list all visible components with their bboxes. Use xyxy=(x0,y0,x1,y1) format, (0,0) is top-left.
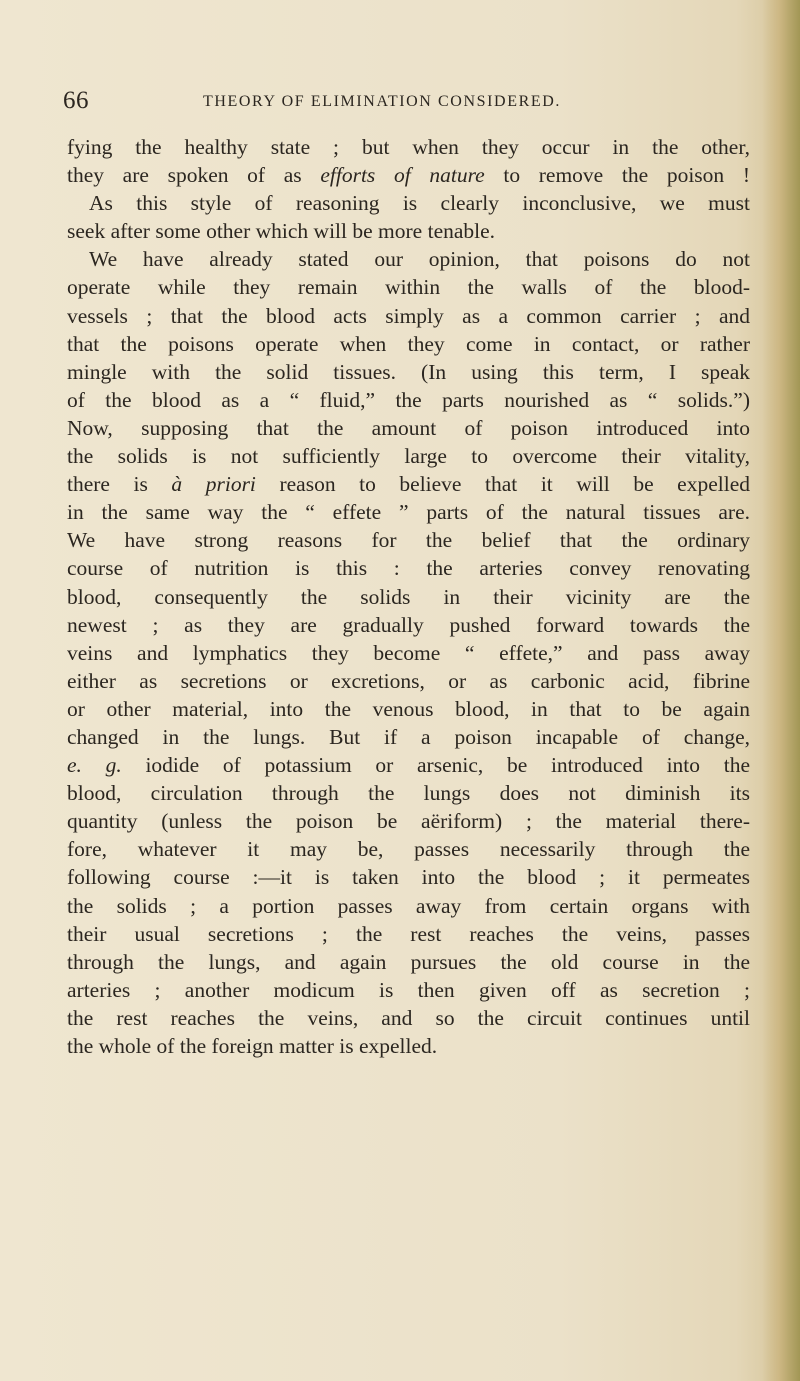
running-head: THEORY OF ELIMINATION CONSIDERED. xyxy=(203,93,561,110)
body-text xyxy=(67,133,750,1060)
text-line: in the same way the “ effete ” parts of the natural tissues are. xyxy=(67,500,750,525)
text-line: mingle with the solid tissues. (In using this term, I speak xyxy=(67,359,750,384)
text-line: or other material, into the venous blood, in that to be again xyxy=(67,696,750,721)
text-line: changed in the lungs. But if a poison incapable of change, xyxy=(67,724,750,749)
page-number: 66 xyxy=(63,87,89,114)
text-line: their usual secretions ; the rest reaches the veins, passes xyxy=(67,921,750,946)
text-line: either as secretions or excretions, or as carbonic acid, fibrine xyxy=(67,668,750,693)
text-line: fore, whatever it may be, passes necessarily through the xyxy=(67,837,750,862)
text-segment: iodide of potassium or arsenic, be introduced into the xyxy=(121,753,750,778)
text-line: following course :—it is taken into the blood ; it permeates xyxy=(67,865,750,890)
page-header xyxy=(63,86,743,116)
text-line: blood, circulation through the lungs does not diminish its xyxy=(67,781,750,806)
text-line xyxy=(67,751,750,779)
text-line: operate while they remain within the walls of the blood- xyxy=(67,275,750,300)
text-line: As this style of reasoning is clearly inconclusive, we must xyxy=(89,191,750,216)
text-line: that the poisons operate when they come in contact, or rather xyxy=(67,331,750,356)
text-line: quantity (unless the poison be aëriform) ; the material there- xyxy=(67,809,750,834)
text-segment: reason to believe that it will be expelled xyxy=(255,472,750,497)
text-line: through the lungs, and again pursues the old course in the xyxy=(67,949,750,974)
text-line: newest ; as they are gradually pushed forward towards the xyxy=(67,612,750,637)
text-line xyxy=(67,161,750,189)
text-line: vessels ; that the blood acts simply as a common carrier ; and xyxy=(67,303,750,328)
text-line: the whole of the foreign matter is expelled. xyxy=(67,1034,438,1058)
text-line: the rest reaches the veins, and so the circuit continues until xyxy=(67,1005,750,1030)
text-line: course of nutrition is this : the arteries convey renovating xyxy=(67,556,750,581)
page-edge-shadow xyxy=(762,0,800,1381)
text-segment: there is xyxy=(67,472,172,497)
text-line: arteries ; another modicum is then given off as secretion ; xyxy=(67,977,750,1002)
text-line: of the blood as a “ fluid,” the parts nourished as “ solids.”) xyxy=(67,387,750,412)
text-line: fying the healthy state ; but when they occur in the other, xyxy=(67,135,750,159)
text-line: blood, consequently the solids in their vicinity are the xyxy=(67,584,750,609)
text-line xyxy=(67,470,750,498)
text-line: veins and lymphatics they become “ effete,” and pass away xyxy=(67,640,750,665)
text-line: We have strong reasons for the belief that the ordinary xyxy=(67,528,750,553)
text-line: the solids is not sufficiently large to overcome their vitality, xyxy=(67,444,750,469)
text-line: We have already stated our opinion, that poisons do not xyxy=(89,247,750,272)
text-line: the solids ; a portion passes away from certain organs with xyxy=(67,893,750,918)
text-line: Now, supposing that the amount of poison introduced into xyxy=(67,415,750,440)
text-segment: to remove the poison ! xyxy=(484,163,750,188)
text-line: seek after some other which will be more tenable. xyxy=(67,219,496,244)
text-segment: they are spoken of as xyxy=(67,163,321,188)
italic-phrase: e. g. xyxy=(67,753,122,778)
italic-phrase: à priori xyxy=(171,472,256,497)
italic-phrase: efforts of nature xyxy=(320,163,485,188)
